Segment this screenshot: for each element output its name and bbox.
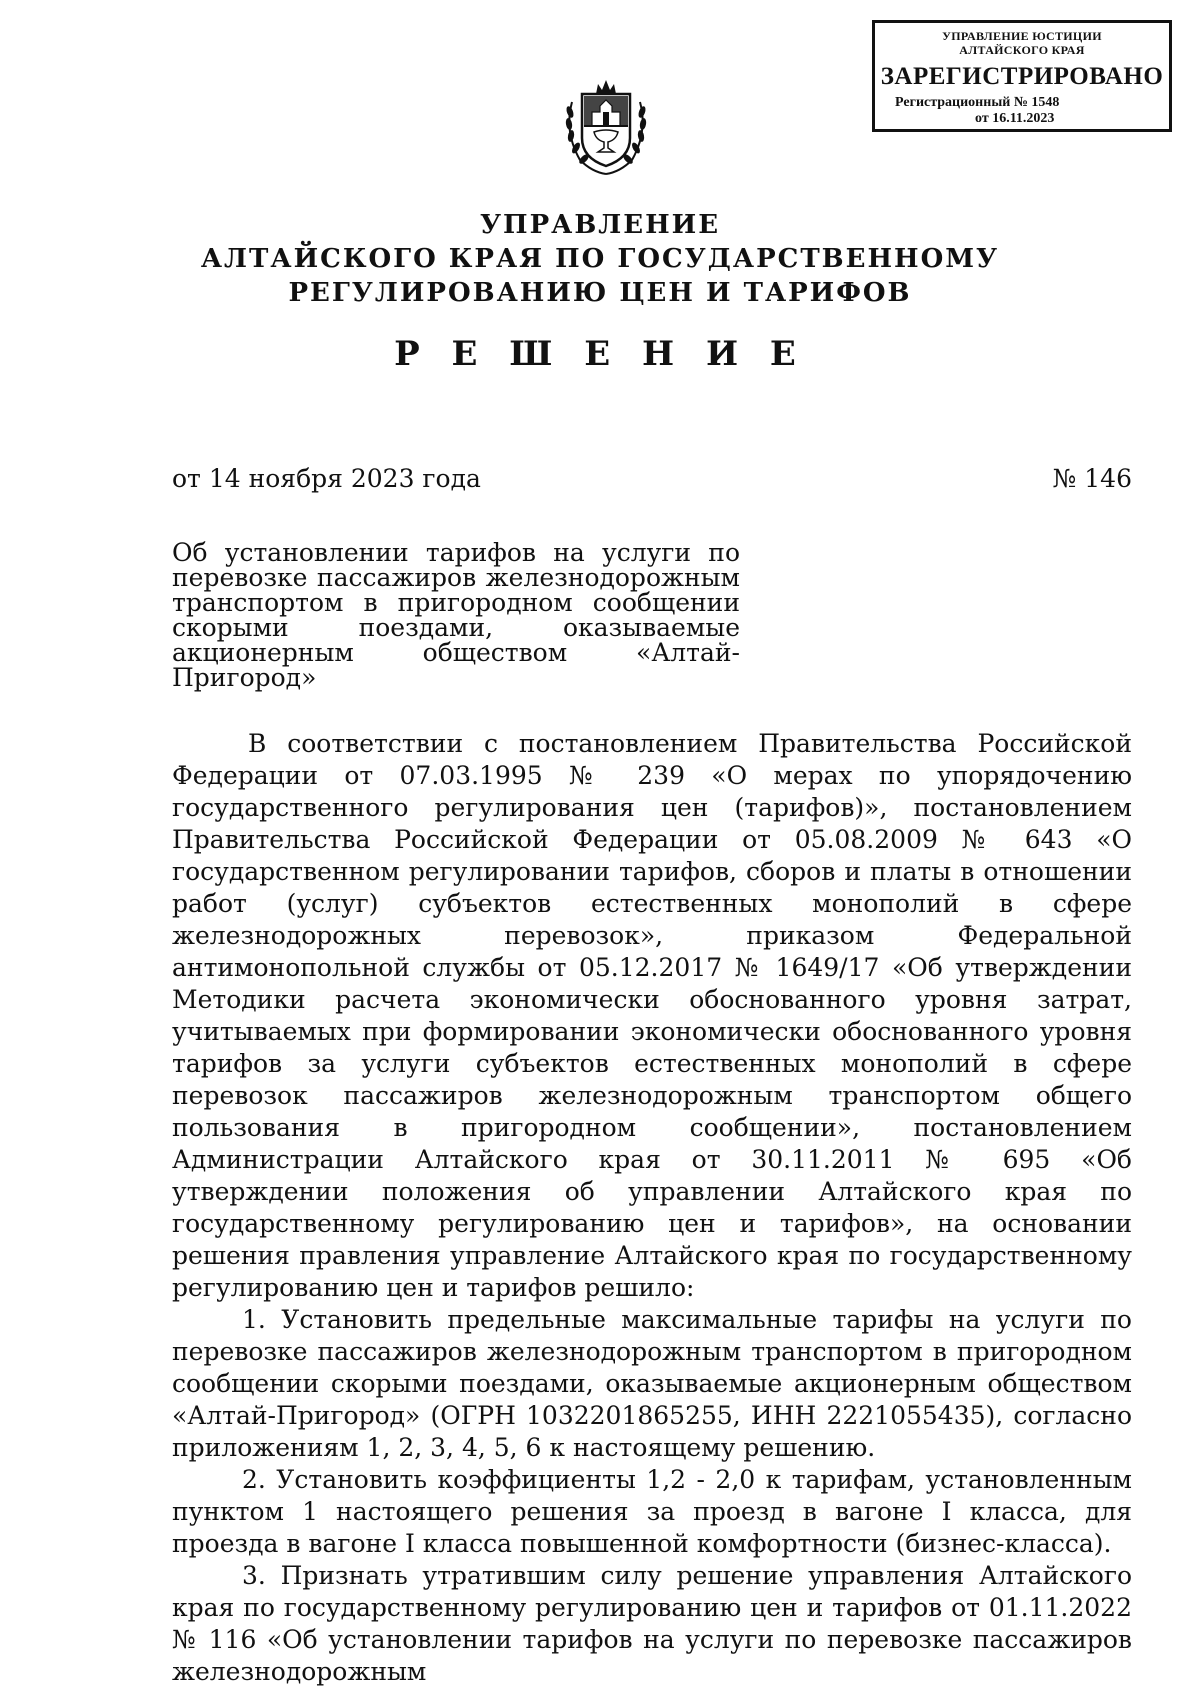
stamp-org-line2: АЛТАЙСКОГО КРАЯ <box>959 43 1085 57</box>
header-line3: РЕГУЛИРОВАНИЮ ЦЕН И ТАРИФОВ <box>288 278 912 308</box>
preamble-paragraph: В соответствии с постановлением Правительства Российской Федерации от 07.03.1995 № 239 «О мерах по упорядочению государственного регулирования цен (тарифов)», постановлением Правительства Российской Федерации от 05.08.2009 № 643 «О государственном регулировании тарифов, сборов и платы в отношении работ (услуг) субъектов естественных монополий в сфере железнодорожных перевозок», приказом Федеральной антимонопольной службы от 05.12.2017 № 1649/17 «Об утверждении Методики расчета экономически обоснованного уровня затрат, учитываемых при формировании экономически обоснованного уровня тарифов за услуги субъектов естественных монополий в сфере перевозок пассажиров железнодорожным транспортом общего пользования в пригородном сообщении», постановлением Администрации Алтайского края от 30.11.2011 № 695 «Об утверждении положения об управлении Алтайского края по государственному регулированию цен и тарифов», на основании решения правления управление Алтайского края по государственному регулированию цен и тарифов решило: <box>172 729 1132 1302</box>
subject-line: акционерным обществом «Алтай-Пригород» <box>172 638 740 692</box>
subject-line: перевозке пассажиров железнодорожным <box>172 563 740 592</box>
issuer-header <box>0 208 1200 310</box>
header-line1: УПРАВЛЕНИЕ <box>479 210 721 240</box>
document-body <box>172 728 1132 1688</box>
registration-stamp <box>872 20 1172 132</box>
subject-line: транспортом в пригородном сообщении <box>172 588 740 617</box>
subject-line: Об установлении тарифов на услуги по <box>172 538 740 567</box>
item-3-paragraph: 3. Признать утратившим силу решение управления Алтайского края по государственному регулированию цен и тарифов от 01.11.2022 № 116 «Об установлении тарифов на услуги по перевозке пассажиров железнодорожным <box>172 1561 1132 1686</box>
document-subject <box>172 540 740 690</box>
altai-krai-coat-of-arms-icon <box>562 72 650 178</box>
stamp-org-line1: УПРАВЛЕНИЕ ЮСТИЦИИ <box>942 29 1102 43</box>
document-date: от 14 ноября 2023 года <box>172 464 481 493</box>
document-type-title: Р Е Ш Е Н И Е <box>394 334 806 374</box>
subject-line: скорыми поездами, оказываемые <box>172 613 740 642</box>
date-number-line <box>172 464 1132 493</box>
item-1-paragraph: 1. Установить предельные максимальные тарифы на услуги по перевозке пассажиров железнодорожным транспортом в пригородном сообщении скорыми поездами, оказываемые акционерным обществом «Алтай-Пригород» (ОГРН 1032201865255, ИНН 2221055435), согласно приложениям 1, 2, 3, 4, 5, 6 к настоящему решению. <box>172 1305 1132 1462</box>
item-2-paragraph: 2. Установить коэффициенты 1,2 - 2,0 к тарифам, установленным пунктом 1 настоящего решения за проезд в вагоне I класса, для проезда в вагоне I класса повышенной комфортности (бизнес-класса). <box>172 1465 1132 1558</box>
stamp-reg-date: от 16.11.2023 <box>975 111 1055 126</box>
stamp-reg-number: Регистрационный № 1548 <box>895 95 1060 110</box>
document-number: № 146 <box>1052 464 1132 493</box>
header-line2: АЛТАЙСКОГО КРАЯ ПО ГОСУДАРСТВЕННОМУ <box>200 244 1000 274</box>
stamp-status: ЗАРЕГИСТРИРОВАНО <box>880 63 1164 90</box>
